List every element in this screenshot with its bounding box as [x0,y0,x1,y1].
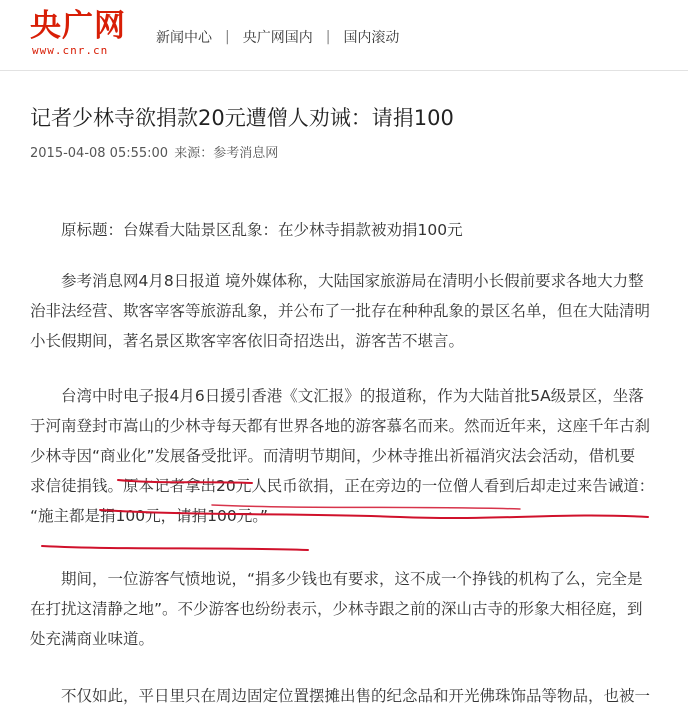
paragraph-line: 处充满商业味道。 [30,630,155,648]
paragraph-line: 于河南登封市嵩山的少林寺每天都有世界各地的游客慕名而来。然而近年来，这座千年古刹 [30,417,651,435]
paragraph-line: 小长假期间，著名景区欺客宰客依旧奇招迭出，游客苦不堪言。 [30,332,465,350]
breadcrumb-separator: | [325,29,331,45]
paragraph-line: “施主都是捐100元，请捐100元。” [30,507,268,525]
article-datetime: 2015-04-08 05:55:00 [30,146,169,161]
breadcrumb-domestic-rolling[interactable]: 国内滚动 [343,30,400,46]
paragraph-line: 在打扰这清静之地”。不少游客也纷纷表示，少林寺跟之前的深山古寺的形象大相径庭，到 [30,600,643,618]
breadcrumb-domestic[interactable]: 央广网国内 [242,30,313,46]
article-meta [30,144,278,164]
underline-monk-quote [42,546,308,550]
header-divider [0,70,688,71]
source-label: 来源： [174,146,214,161]
paragraph-line: 期间，一位游客气愤地说，“捐多少钱也有要求，这不成一个挣钱的机构了么，完全是 [61,570,643,588]
paragraph-line: 求信徒捐钱。原本记者拿出20元人民币欲捐，正在旁边的一位僧人看到后却走过来告诫道： [30,477,655,495]
breadcrumb-separator: | [225,29,230,45]
paragraph-line: 不仅如此，平日里只在周边固定位置摆摊出售的纪念品和开光佛珠饰品等物品，也被一 [61,687,651,705]
article-source: 参考消息网 [213,146,279,161]
paragraph-line: 治非法经营、欺客宰客等旅游乱象，并公布了一批存在种种乱象的景区名单，但在大陆清明 [30,302,651,320]
breadcrumb-news-center[interactable]: 新闻中心 [156,30,212,46]
paragraph-line: 少林寺因“商业化”发展备受批评。而清明节期间，少林寺推出祈福消灾法会活动，借机要 [30,447,636,465]
logo-text: 央广网 [30,8,126,44]
site-logo[interactable] [26,6,138,58]
logo-url: www.cnr.cn [32,44,109,57]
breadcrumb [156,27,399,47]
paragraph-line: 台湾中时电子报4月6日援引香港《文汇报》的报道称，作为大陆首批5A级景区，坐落 [61,387,644,405]
site-header [0,0,688,70]
original-title-line: 原标题：台媒看大陆景区乱象：在少林寺捐款被劝捐100元 [61,221,463,239]
paragraph-line: 参考消息网4月8日报道 境外媒体称，大陆国家旅游局在清明小长假前要求各地大力整 [61,272,644,290]
article-title: 记者少林寺欲捐款20元遭僧人劝诫：请捐100 [30,106,454,130]
